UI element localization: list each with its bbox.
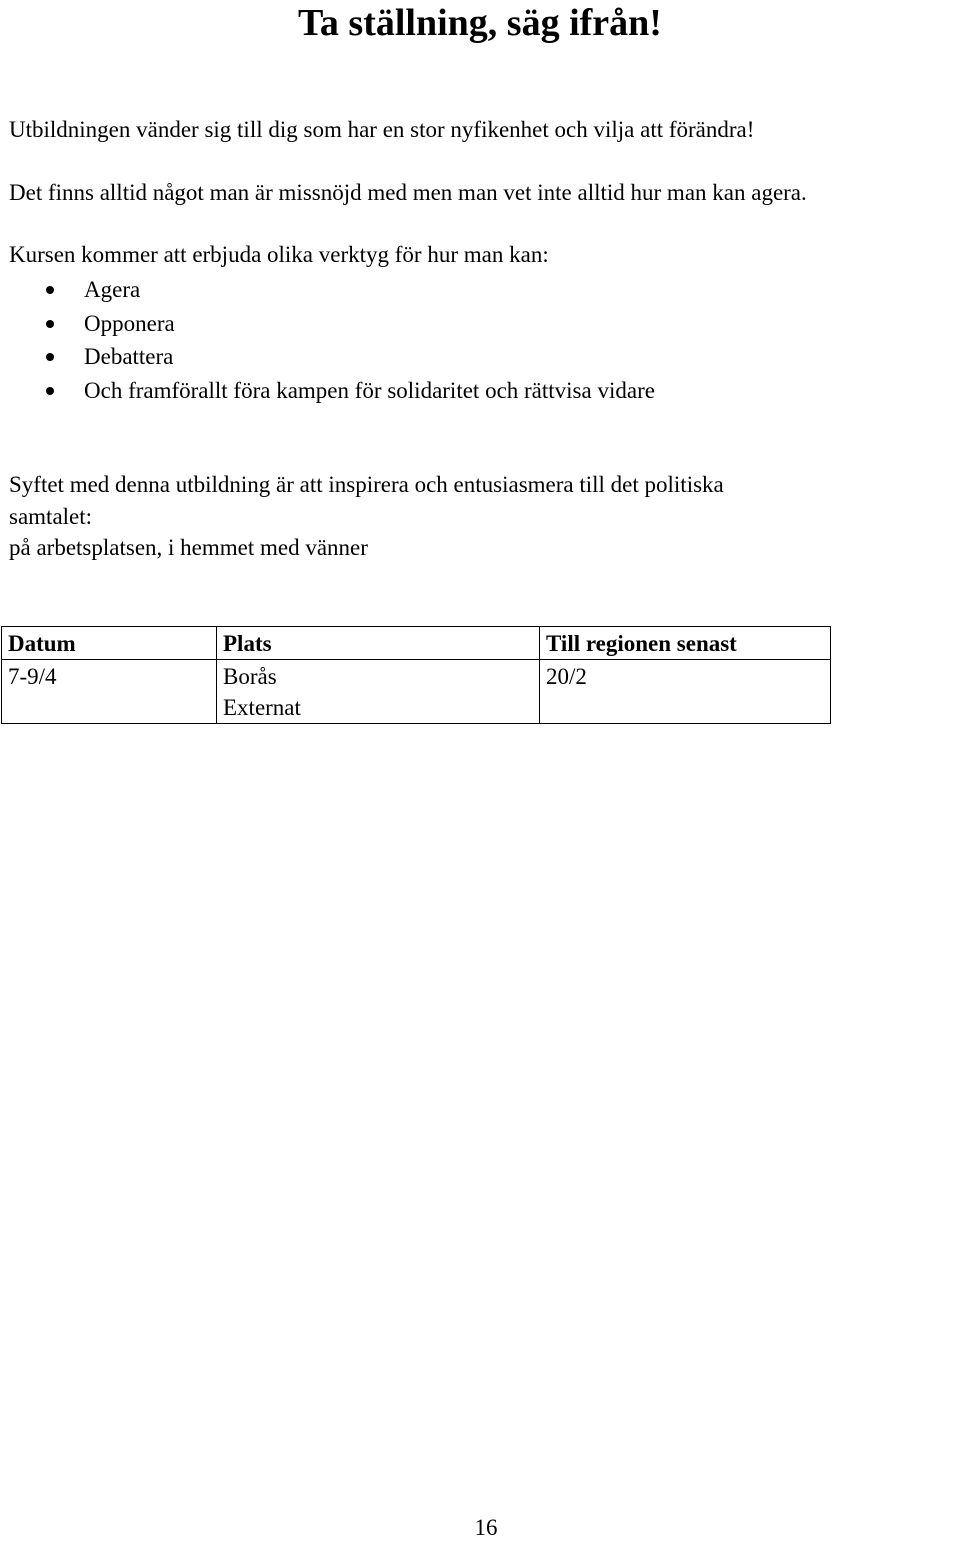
bullet-icon: [46, 387, 54, 395]
bullet-icon: [46, 286, 54, 294]
purpose-line-2: samtalet:: [9, 504, 93, 529]
bullet-icon: [46, 353, 54, 361]
intro-line-3: Kursen kommer att erbjuda olika verktyg för hur man kan:: [9, 242, 549, 267]
cell-senast: 20/2: [540, 660, 831, 724]
schedule-table: [1, 626, 831, 724]
list-item: [0, 340, 655, 374]
list-item-label: Och framförallt föra kampen för solidaritet och rättvisa vidare: [84, 377, 655, 403]
cell-datum: 7-9/4: [2, 660, 217, 724]
plats-city: Borås: [223, 664, 277, 689]
intro-line-2: Det finns alltid något man är missnöjd med men man vet inte alltid hur man kan agera.: [9, 180, 807, 205]
list-item: [0, 307, 655, 341]
list-item-label: Agera: [84, 277, 141, 302]
bullet-icon: [46, 320, 54, 328]
plats-type: Externat: [223, 695, 301, 720]
purpose-line-3: på arbetsplatsen, i hemmet med vänner: [9, 535, 368, 560]
header-plats: Plats: [217, 627, 540, 660]
list-item-label: Opponera: [84, 310, 175, 336]
tools-bullet-list: [0, 273, 655, 407]
list-item: [0, 374, 655, 408]
intro-line-1: Utbildningen vänder sig till dig som har en stor nyfikenhet och vilja att förändra!: [9, 117, 755, 142]
list-item-label: Debattera: [84, 344, 174, 369]
header-datum: Datum: [2, 627, 217, 660]
header-till-regionen-senast: Till regionen senast: [540, 627, 831, 660]
table-header-row: [2, 627, 831, 660]
page-number: 16: [474, 1515, 498, 1540]
page-title: Ta ställning, säg ifrån!: [298, 2, 662, 44]
table-row: [2, 660, 831, 724]
cell-plats: [217, 660, 540, 724]
list-item: [0, 273, 655, 307]
purpose-line-1: Syftet med denna utbildning är att inspirera och entusiasmera till det politiska: [9, 472, 724, 497]
